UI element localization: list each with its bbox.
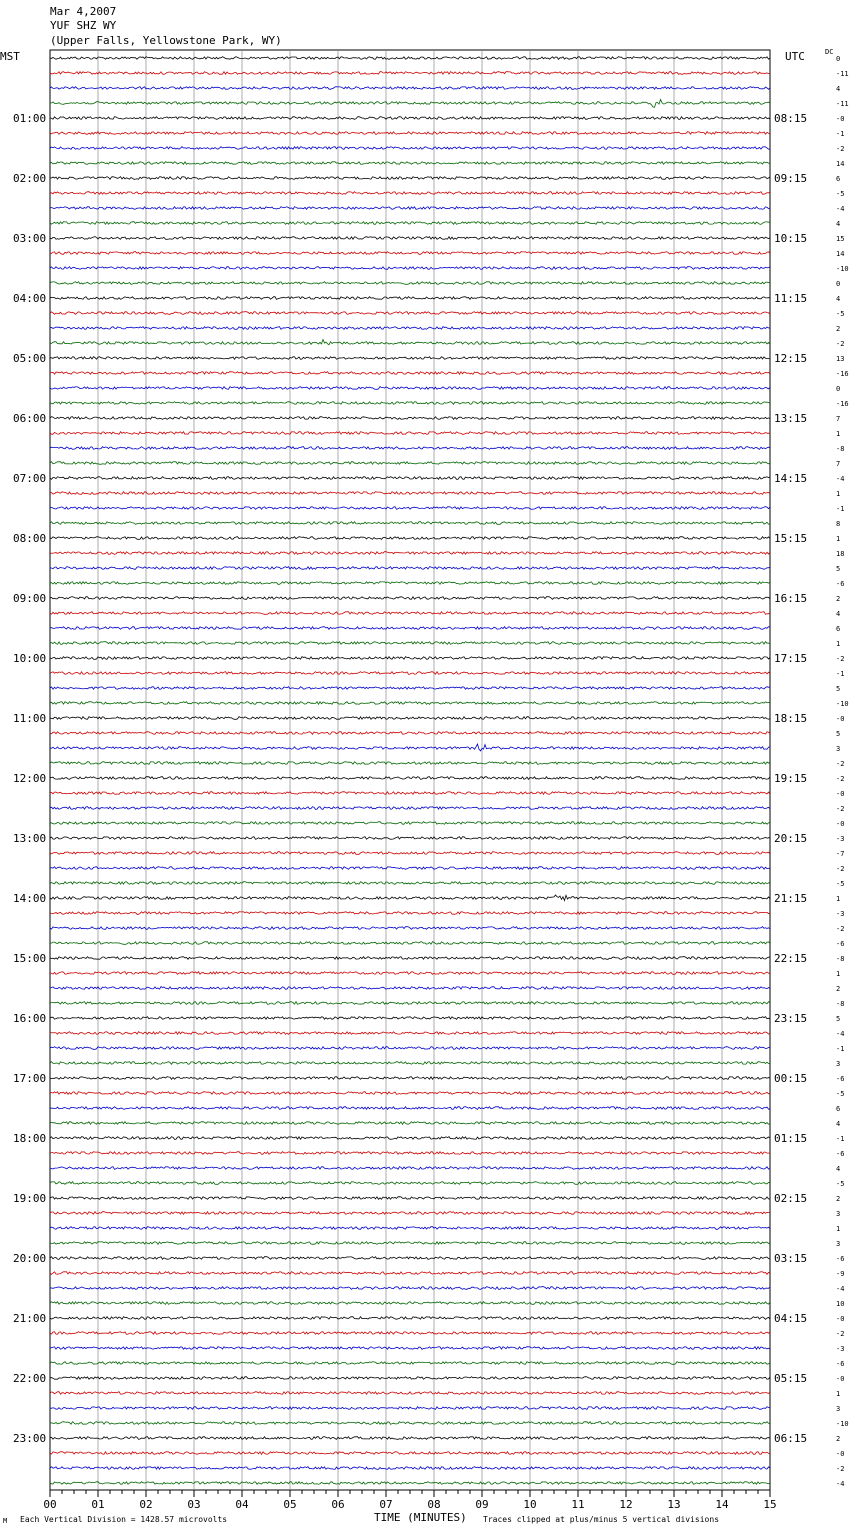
- dc-offset-label: -2: [836, 760, 845, 768]
- seismic-trace: [50, 1452, 770, 1455]
- seismic-trace: [50, 1137, 770, 1140]
- dc-offset-label: 4: [836, 295, 841, 303]
- seismic-trace: [50, 1077, 770, 1080]
- seismic-trace: [50, 807, 770, 810]
- seismic-trace: [50, 987, 770, 990]
- seismic-trace: [50, 462, 770, 465]
- seismic-trace: [50, 895, 770, 901]
- hour-label-utc: 06:15: [774, 1432, 808, 1445]
- x-tick-label: 04: [235, 1498, 249, 1511]
- dc-offset-label: 6: [836, 625, 841, 633]
- dc-offset-label: -8: [836, 1000, 845, 1008]
- seismic-trace: [50, 117, 770, 120]
- seismic-trace: [50, 1167, 770, 1170]
- dc-offset-header: DC: [825, 48, 834, 56]
- dc-offset-label: 1: [836, 1225, 841, 1233]
- seismic-trace: [50, 522, 770, 525]
- seismic-trace: [50, 207, 770, 210]
- dc-offset-label: 7: [836, 460, 841, 468]
- plot-date: Mar 4,2007: [50, 5, 117, 18]
- seismic-trace: [50, 252, 770, 255]
- dc-offset-label: -5: [836, 1090, 845, 1098]
- dc-offset-label: 10: [836, 1300, 845, 1308]
- seismic-trace: [50, 912, 770, 915]
- seismic-trace: [50, 312, 770, 315]
- dc-offset-label: -5: [836, 880, 845, 888]
- seismic-trace: [50, 1317, 770, 1320]
- dc-offset-label: -2: [836, 865, 845, 873]
- seismic-trace: [50, 282, 770, 285]
- dc-offset-label: 1: [836, 640, 841, 648]
- seismic-trace: [50, 942, 770, 945]
- seismic-trace: [50, 1062, 770, 1065]
- dc-offset-label: -0: [836, 715, 845, 723]
- left-timezone-label: MST: [0, 50, 20, 63]
- hour-label-mst: 04:00: [13, 292, 47, 305]
- dc-offset-label: 2: [836, 985, 841, 993]
- dc-offset-label: -0: [836, 1450, 845, 1458]
- dc-offset-label: -1: [836, 1045, 845, 1053]
- dc-offset-label: -2: [836, 775, 845, 783]
- seismic-trace: [50, 1302, 770, 1305]
- hour-label-mst: 22:00: [13, 1372, 47, 1385]
- dc-offset-label: 1: [836, 1390, 841, 1398]
- x-tick-label: 03: [187, 1498, 201, 1511]
- dc-offset-label: -4: [836, 475, 845, 483]
- seismic-trace: [50, 822, 770, 825]
- seismic-trace: [50, 582, 770, 585]
- seismic-trace: [50, 687, 770, 690]
- dc-offset-label: 6: [836, 175, 841, 183]
- dc-offset-label: 7: [836, 415, 841, 423]
- seismic-trace: [50, 417, 770, 420]
- hour-label-utc: 05:15: [774, 1372, 808, 1385]
- right-timezone-label: UTC: [785, 50, 805, 63]
- footer-mark: M: [3, 1517, 8, 1525]
- dc-offset-label: -4: [836, 1030, 845, 1038]
- dc-offset-label: -2: [836, 340, 845, 348]
- dc-offset-label: 2: [836, 325, 841, 333]
- dc-offset-label: -1: [836, 1135, 845, 1143]
- x-tick-label: 13: [667, 1498, 681, 1511]
- hour-label-utc: 17:15: [774, 652, 808, 665]
- dc-offset-label: 5: [836, 1015, 841, 1023]
- seismic-trace: [50, 612, 770, 615]
- dc-offset-label: -2: [836, 1465, 845, 1473]
- hour-label-utc: 13:15: [774, 412, 808, 425]
- seismic-trace: [50, 867, 770, 870]
- seismic-trace: [50, 492, 770, 495]
- hour-label-mst: 09:00: [13, 592, 47, 605]
- seismic-trace: [50, 552, 770, 555]
- dc-offset-label: -0: [836, 1375, 845, 1383]
- seismic-trace: [50, 237, 770, 240]
- dc-offset-label: -11: [836, 100, 849, 108]
- dc-offset-label: -0: [836, 820, 845, 828]
- seismic-trace: [50, 1227, 770, 1230]
- dc-offset-label: 5: [836, 685, 841, 693]
- seismic-trace: [50, 57, 770, 60]
- dc-offset-label: 14: [836, 250, 845, 258]
- seismic-trace: [50, 162, 770, 165]
- dc-offset-label: 18: [836, 550, 845, 558]
- dc-offset-label: 3: [836, 1210, 841, 1218]
- dc-offset-label: -1: [836, 130, 845, 138]
- seismic-trace: [50, 100, 770, 108]
- dc-offset-label: -5: [836, 310, 845, 318]
- hour-label-utc: 21:15: [774, 892, 808, 905]
- hour-label-utc: 20:15: [774, 832, 808, 845]
- seismic-trace: [50, 147, 770, 150]
- x-tick-label: 06: [331, 1498, 345, 1511]
- dc-offset-label: -4: [836, 1285, 845, 1293]
- dc-offset-label: -1: [836, 505, 845, 513]
- dc-offset-label: -2: [836, 655, 845, 663]
- x-tick-label: 10: [523, 1498, 537, 1511]
- seismic-trace: [50, 72, 770, 75]
- hour-label-utc: 14:15: [774, 472, 808, 485]
- dc-offset-label: 4: [836, 1120, 841, 1128]
- dc-offset-label: 2: [836, 1435, 841, 1443]
- seismic-trace: [50, 1032, 770, 1035]
- seismic-trace: [50, 402, 770, 405]
- seismic-trace: [50, 837, 770, 840]
- hour-label-utc: 15:15: [774, 532, 808, 545]
- dc-offset-label: 15: [836, 235, 845, 243]
- dc-offset-label: -5: [836, 190, 845, 198]
- dc-offset-label: -16: [836, 400, 849, 408]
- hour-label-utc: 22:15: [774, 952, 808, 965]
- seismic-trace: [50, 340, 770, 345]
- seismic-trace: [50, 567, 770, 570]
- dc-offset-label: 0: [836, 385, 841, 393]
- seismic-trace: [50, 432, 770, 435]
- seismic-trace: [50, 597, 770, 600]
- hour-label-utc: 09:15: [774, 172, 808, 185]
- clip-note: Traces clipped at plus/minus 5 vertical divisions: [483, 1515, 720, 1524]
- dc-offset-label: 0: [836, 55, 841, 63]
- seismic-trace: [50, 1257, 770, 1260]
- hour-label-mst: 18:00: [13, 1132, 47, 1145]
- dc-offset-label: -0: [836, 1315, 845, 1323]
- dc-offset-label: 5: [836, 565, 841, 573]
- hour-label-mst: 21:00: [13, 1312, 47, 1325]
- seismic-trace: [50, 777, 770, 780]
- x-tick-label: 11: [571, 1498, 585, 1511]
- hour-label-mst: 14:00: [13, 892, 47, 905]
- seismic-trace: [50, 357, 770, 360]
- hour-label-mst: 05:00: [13, 352, 47, 365]
- seismic-trace: [50, 1212, 770, 1215]
- dc-offset-label: 2: [836, 1195, 841, 1203]
- dc-offset-label: -11: [836, 70, 849, 78]
- x-tick-label: 15: [763, 1498, 777, 1511]
- dc-offset-label: 3: [836, 1060, 841, 1068]
- dc-offset-label: 0: [836, 280, 841, 288]
- seismic-trace: [50, 372, 770, 375]
- seismic-trace: [50, 537, 770, 540]
- seismic-trace: [50, 882, 770, 885]
- seismic-trace: [50, 222, 770, 225]
- dc-offset-label: -0: [836, 790, 845, 798]
- dc-offset-label: -8: [836, 955, 845, 963]
- dc-offset-label: 6: [836, 1105, 841, 1113]
- seismic-trace: [50, 744, 770, 751]
- hour-label-utc: 19:15: [774, 772, 808, 785]
- seismic-trace: [50, 702, 770, 705]
- seismic-trace: [50, 297, 770, 300]
- hour-label-utc: 10:15: [774, 232, 808, 245]
- seismic-trace: [50, 792, 770, 795]
- dc-offset-label: 14: [836, 160, 845, 168]
- hour-label-utc: 11:15: [774, 292, 808, 305]
- hour-label-mst: 10:00: [13, 652, 47, 665]
- seismic-trace: [50, 177, 770, 180]
- dc-offset-label: -10: [836, 700, 849, 708]
- hour-label-mst: 06:00: [13, 412, 47, 425]
- dc-offset-label: -6: [836, 580, 845, 588]
- dc-offset-label: -4: [836, 205, 845, 213]
- dc-offset-label: -6: [836, 1255, 845, 1263]
- seismic-trace: [50, 1287, 770, 1290]
- dc-offset-label: -6: [836, 940, 845, 948]
- dc-offset-label: 1: [836, 490, 841, 498]
- hour-label-mst: 11:00: [13, 712, 47, 725]
- dc-offset-label: -8: [836, 445, 845, 453]
- seismic-trace: [50, 1107, 770, 1110]
- dc-offset-label: 4: [836, 610, 841, 618]
- seismic-trace: [50, 1377, 770, 1380]
- seismic-trace: [50, 1242, 770, 1245]
- dc-offset-label: 3: [836, 745, 841, 753]
- dc-offset-label: 4: [836, 1165, 841, 1173]
- dc-offset-label: 13: [836, 355, 845, 363]
- seismic-trace: [50, 732, 770, 735]
- dc-offset-label: -1: [836, 670, 845, 678]
- x-tick-label: 02: [139, 1498, 153, 1511]
- hour-label-utc: 02:15: [774, 1192, 808, 1205]
- dc-offset-label: -6: [836, 1075, 845, 1083]
- seismic-trace: [50, 1362, 770, 1365]
- dc-offset-label: 3: [836, 1405, 841, 1413]
- hour-label-mst: 07:00: [13, 472, 47, 485]
- dc-offset-label: 1: [836, 430, 841, 438]
- dc-offset-label: 2: [836, 595, 841, 603]
- hour-label-utc: 03:15: [774, 1252, 808, 1265]
- seismic-trace: [50, 1002, 770, 1005]
- seismic-trace: [50, 1422, 770, 1425]
- dc-offset-label: -2: [836, 1330, 845, 1338]
- seismic-trace: [50, 1122, 770, 1125]
- seismic-trace: [50, 1272, 770, 1275]
- seismic-trace: [50, 87, 770, 90]
- dc-offset-label: -10: [836, 1420, 849, 1428]
- hour-label-mst: 12:00: [13, 772, 47, 785]
- seismic-trace: [50, 717, 770, 720]
- seismic-trace: [50, 447, 770, 450]
- station-code: YUF SHZ WY: [50, 19, 117, 32]
- hour-label-mst: 13:00: [13, 832, 47, 845]
- hour-label-mst: 19:00: [13, 1192, 47, 1205]
- hour-label-mst: 16:00: [13, 1012, 47, 1025]
- seismic-trace: [50, 972, 770, 975]
- hour-label-utc: 16:15: [774, 592, 808, 605]
- seismic-trace: [50, 852, 770, 855]
- seismic-trace: [50, 1182, 770, 1185]
- x-tick-label: 08: [427, 1498, 441, 1511]
- dc-offset-label: -6: [836, 1150, 845, 1158]
- hour-label-utc: 12:15: [774, 352, 808, 365]
- hour-label-utc: 04:15: [774, 1312, 808, 1325]
- hour-label-utc: 08:15: [774, 112, 808, 125]
- seismic-trace: [50, 642, 770, 645]
- seismic-trace: [50, 957, 770, 960]
- seismic-trace: [50, 1047, 770, 1050]
- dc-offset-label: 5: [836, 730, 841, 738]
- seismic-trace: [50, 1407, 770, 1410]
- dc-offset-label: 8: [836, 520, 841, 528]
- seismic-trace: [50, 1017, 770, 1020]
- seismic-trace: [50, 192, 770, 195]
- dc-offset-label: -9: [836, 1270, 845, 1278]
- dc-offset-label: 3: [836, 1240, 841, 1248]
- seismic-trace: [50, 267, 770, 270]
- x-axis-label: TIME (MINUTES): [374, 1511, 467, 1524]
- dc-offset-label: -7: [836, 850, 845, 858]
- seismic-trace: [50, 927, 770, 930]
- x-tick-label: 14: [715, 1498, 729, 1511]
- vertical-division-note: Each Vertical Division = 1428.57 microvolts: [20, 1515, 228, 1524]
- dc-offset-label: -5: [836, 1180, 845, 1188]
- dc-offset-label: -2: [836, 145, 845, 153]
- seismic-trace: [50, 1392, 770, 1395]
- seismic-trace: [50, 1347, 770, 1350]
- seismic-trace: [50, 672, 770, 675]
- seismic-trace: [50, 1482, 770, 1485]
- dc-offset-label: -3: [836, 835, 845, 843]
- seismic-trace: [50, 507, 770, 510]
- dc-offset-label: -0: [836, 115, 845, 123]
- station-location: (Upper Falls, Yellowstone Park, WY): [50, 34, 282, 47]
- dc-offset-label: -2: [836, 925, 845, 933]
- x-tick-label: 05: [283, 1498, 297, 1511]
- dc-offset-label: -4: [836, 1480, 845, 1488]
- seismic-trace: [50, 477, 770, 480]
- dc-offset-label: -2: [836, 805, 845, 813]
- x-tick-label: 00: [43, 1498, 57, 1511]
- seismic-trace: [50, 1152, 770, 1155]
- hour-label-mst: 15:00: [13, 952, 47, 965]
- x-tick-label: 01: [91, 1498, 105, 1511]
- seismic-trace: [50, 1467, 770, 1470]
- dc-offset-label: 1: [836, 970, 841, 978]
- dc-offset-label: -6: [836, 1360, 845, 1368]
- dc-offset-label: -3: [836, 1345, 845, 1353]
- hour-label-mst: 08:00: [13, 532, 47, 545]
- seismic-trace: [50, 387, 770, 390]
- hour-label-mst: 03:00: [13, 232, 47, 245]
- dc-offset-label: 4: [836, 85, 841, 93]
- seismic-trace: [50, 1332, 770, 1335]
- x-tick-label: 09: [475, 1498, 489, 1511]
- x-tick-label: 12: [619, 1498, 633, 1511]
- dc-offset-label: -16: [836, 370, 849, 378]
- hour-label-utc: 18:15: [774, 712, 808, 725]
- dc-offset-label: 4: [836, 220, 841, 228]
- seismic-trace: [50, 657, 770, 660]
- seismic-trace: [50, 762, 770, 765]
- hour-label-utc: 00:15: [774, 1072, 808, 1085]
- seismic-trace: [50, 627, 770, 630]
- dc-offset-label: -3: [836, 910, 845, 918]
- hour-label-mst: 23:00: [13, 1432, 47, 1445]
- hour-label-utc: 01:15: [774, 1132, 808, 1145]
- seismic-trace: [50, 132, 770, 135]
- seismic-trace: [50, 1092, 770, 1095]
- hour-label-mst: 02:00: [13, 172, 47, 185]
- hour-label-mst: 20:00: [13, 1252, 47, 1265]
- dc-offset-label: 1: [836, 895, 841, 903]
- seismic-trace: [50, 1197, 770, 1200]
- dc-offset-label: 1: [836, 535, 841, 543]
- seismic-trace: [50, 327, 770, 330]
- seismic-trace: [50, 1437, 770, 1440]
- hour-label-mst: 01:00: [13, 112, 47, 125]
- x-tick-label: 07: [379, 1498, 393, 1511]
- dc-offset-label: -10: [836, 265, 849, 273]
- hour-label-utc: 23:15: [774, 1012, 808, 1025]
- hour-label-mst: 17:00: [13, 1072, 47, 1085]
